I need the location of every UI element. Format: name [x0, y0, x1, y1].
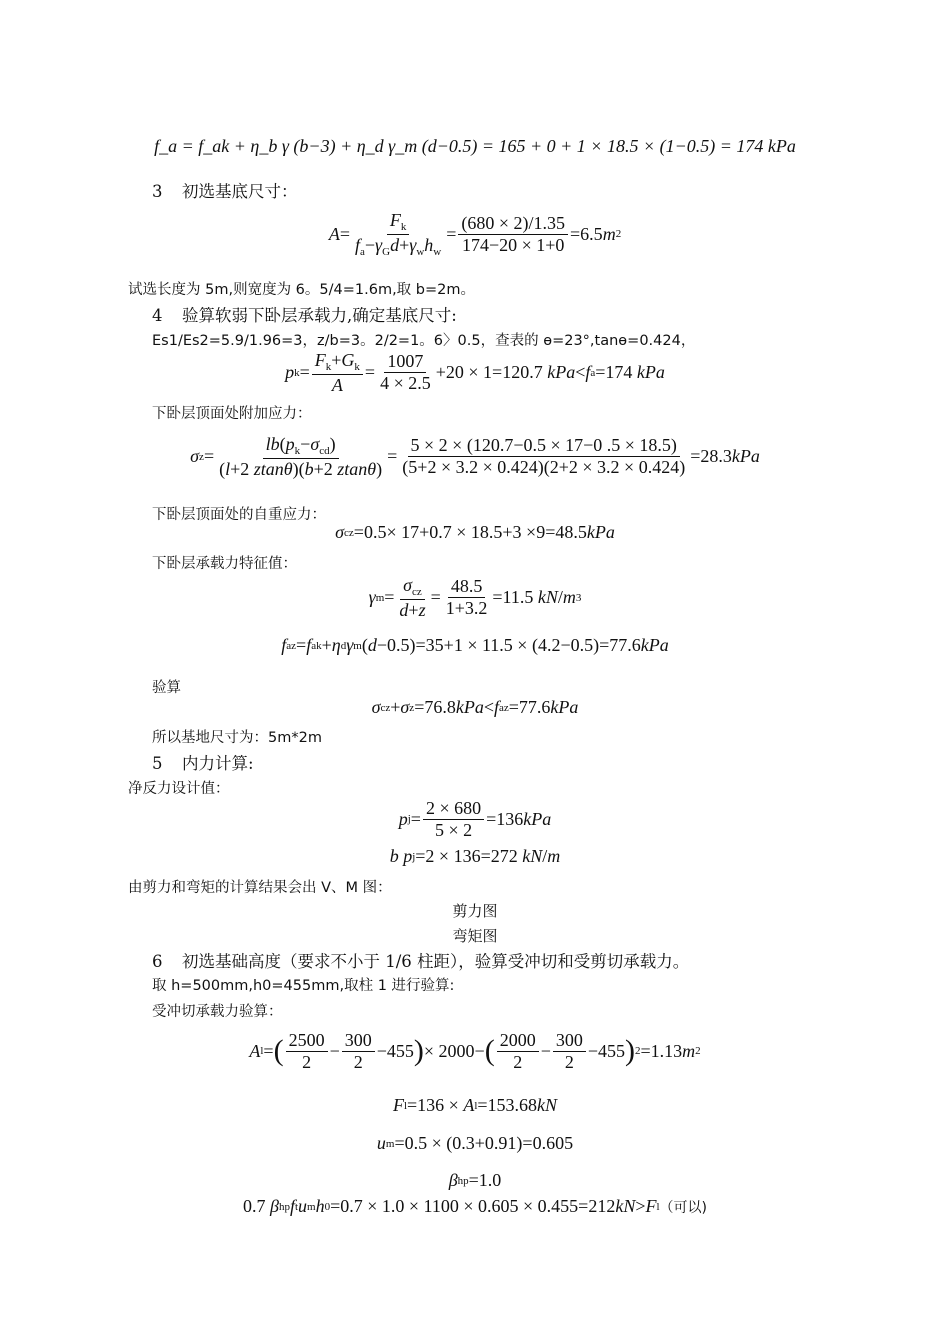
check-mid-value: =76.8 — [414, 697, 456, 717]
pj-numerator: 2 × 680 — [423, 798, 484, 820]
al-den-1: 2 — [302, 1051, 312, 1072]
equation-faz: f az = f ak + η d γ m ( d −0.5) =35+1 × 11.5 × (4.2−0.5)=77.6 kPa — [281, 635, 669, 655]
um-value: =0.5 × (0.3+0.91)=0.605 — [394, 1133, 574, 1153]
al-minus-455: −455 — [376, 1040, 414, 1061]
final-prefix: 0.7 — [242, 1196, 266, 1216]
section-number: 3 — [152, 182, 163, 201]
pk-fa-value: =174 — [595, 362, 633, 383]
fl-result: =153.68 — [477, 1095, 538, 1115]
check-label: 验算 — [152, 680, 181, 696]
equation-fa-text: f_a = f_ak + η_b γ (b−3) + η_d γ_m (d−0.5) = 165 + 0 + 1 × 18.5 × (1−0.5) = 174 kPa — [154, 136, 796, 156]
pk-tail: +20 × 1=120.7 — [435, 362, 543, 383]
area-numerator: (680 × 2)/1.35 — [458, 213, 568, 235]
al-term-4: 300 — [553, 1030, 586, 1052]
es-ratio-text: Es1/Es2=5.9/1.96=3，z/b=3。2/2=1。6〉0.5，查表的 ɵ=23°,tanɵ=0.424， — [152, 333, 696, 349]
al-den-2: 2 — [353, 1051, 363, 1072]
equation-Fl: F l =136 × A l =153.68 kN — [392, 1095, 558, 1115]
self-weight-stress-text: 下卧层顶面处的自重应力： — [152, 507, 326, 523]
characteristic-value-text: 下卧层承载力特征值： — [152, 556, 297, 572]
gamma-m-denominator: 1+3.2 — [445, 598, 488, 619]
section-number: 6 — [152, 952, 163, 971]
vm-diagram-text: 由剪力和弯矩的计算结果会出 V、M 图： — [128, 880, 392, 896]
equation-beta-hp: β hp =1.0 — [448, 1170, 502, 1190]
faz-value: =35+1 × 11.5 × (4.2−0.5)=77.6 — [415, 635, 641, 655]
sigma-z-denominator: (5+2 × 3.2 × 0.424)(2+2 × 3.2 × 0.424) — [402, 457, 686, 478]
equation-pj: p j = $\frac{2 \times 680}{5 \times 2}$ =136 kPa — [398, 798, 552, 840]
pj-result: =136 — [486, 808, 524, 829]
sigma-z-numerator: 5 × 2 × (120.7−0.5 × 17−0 .5 × 18.5) — [408, 435, 680, 457]
check-result-value: =77.6 — [508, 697, 551, 717]
equation-pk: p k = $\frac{F_k+G_k}{A}$ = $\frac{1007}{4 \times 2.5}$ +20 × 1=120.7 kPa < f a =174 kPa — [285, 350, 665, 395]
al-den-4: 2 — [564, 1051, 574, 1072]
al-result: =1.13 — [640, 1040, 683, 1061]
shear-diagram-caption: 剪力图 — [452, 902, 498, 920]
pk-numerator: 1007 — [384, 351, 426, 373]
equation-bpj: b p j =2 × 136=272 kN / m — [389, 846, 561, 866]
area-denominator: 174−20 × 1+0 — [461, 234, 565, 255]
bpj-value: =2 × 136=272 — [415, 846, 518, 866]
foundation-size-text: 所以基地尺寸为：5m*2m — [152, 730, 322, 746]
final-note: （可以) — [659, 1199, 708, 1216]
height-choice-text: 取 h=500mm,h0=455mm,取柱 1 进行验算: — [152, 978, 455, 994]
al-times: × 2000− — [423, 1040, 485, 1061]
al-minus-455-2: −455 — [587, 1040, 625, 1061]
moment-diagram-caption: 弯矩图 — [452, 927, 498, 945]
section-title: 验算软弱下卧层承载力,确定基底尺寸: — [182, 306, 457, 325]
equation-gamma-m: γ m = $\frac{\sigma_{cz}}{d+z}$ = $\frac{48.5}{1+3.2}$ =11.5 kN / m 3 — [368, 575, 582, 620]
gamma-m-numerator: 48.5 — [448, 576, 486, 598]
beta-hp-value: =1.0 — [468, 1170, 502, 1190]
equation-Al: A l = ( $\frac{2500}{2}$ − $\frac{300}{2}$ −455 ) × 2000− ( $\frac{2000}{2}$ − $\frac{300}{2}$ −455 ) 2 =1.13 m 2 — [249, 1030, 701, 1072]
pk-denominator: 4 × 2.5 — [380, 373, 431, 394]
final-value: =0.7 × 1.0 × 1100 × 0.605 × 0.455=212 — [330, 1196, 616, 1216]
equation-check: σ cz + σ z =76.8 kPa < f az =77.6 kPa — [371, 697, 579, 717]
fl-lhs: =136 × — [407, 1095, 459, 1115]
al-term-2: 300 — [342, 1030, 375, 1052]
section-title: 初选基底尺寸： — [182, 182, 298, 201]
section-5-heading — [152, 750, 254, 774]
trial-size-text: 试选长度为 5m,则宽度为 6。5/4=1.6m,取 b=2m。 — [128, 282, 475, 298]
equation-fa — [0, 136, 950, 157]
equation-final: 0.7 β hp f t u m h 0 =0.7 × 1.0 × 1100 × 0.605 × 0.455=212 kN > F l （可以) — [242, 1196, 708, 1216]
section-3-heading — [152, 178, 298, 202]
al-term-3: 2000 — [497, 1030, 539, 1052]
section-title: 初选基础高度（要求不小于 1/6 柱距），验算受冲切和受剪切承载力。 — [182, 952, 690, 971]
section-6-heading — [152, 948, 689, 972]
sigma-cz-value: =0.5× 17+0.7 × 18.5+3 ×9=48.5 — [353, 522, 587, 542]
equation-um: u m =0.5 × (0.3+0.91)=0.605 — [376, 1133, 574, 1153]
section-title: 内力计算: — [182, 754, 254, 773]
gamma-m-result: =11.5 — [492, 587, 534, 608]
equation-area: A = $\frac{F_k}{f_a-\gamma_Gd+\gamma_wh_w}$ = $\frac{(680 \times 2)/1.35}{174-20 \times 1+0}$ =6.5 m 2 — [328, 210, 622, 258]
equation-sigma-z: σ z = $\frac{lb(p_k-\sigma_{cd})}{(l+2 ztan\theta)(b+2 ztan\theta)}$ = $\frac{5 \times 2 \times (120.7-0.5 \times 17-0 .5 \times 18.5)}{(5+2 \times 3.2 \times 0.424)(2+2 \times 3.2 \times 0.424)}$ =28.3 kPa — [190, 434, 760, 479]
al-term-1: 2500 — [286, 1030, 328, 1052]
net-reaction-text: 净反力设计值： — [128, 781, 230, 797]
section-number: 5 — [152, 754, 163, 773]
section-4-heading — [152, 302, 457, 326]
equation-sigma-cz: σ cz =0.5× 17+0.7 × 18.5+3 ×9=48.5 kPa — [335, 522, 615, 542]
section-number: 4 — [152, 306, 163, 325]
pj-denominator: 5 × 2 — [434, 819, 473, 840]
punching-check-text: 受冲切承载力验算： — [152, 1004, 283, 1020]
al-den-3: 2 — [513, 1051, 523, 1072]
area-result: =6.5 — [570, 223, 603, 244]
sigma-z-result: =28.3 — [690, 446, 732, 467]
additional-stress-text: 下卧层顶面处附加应力： — [152, 406, 312, 422]
